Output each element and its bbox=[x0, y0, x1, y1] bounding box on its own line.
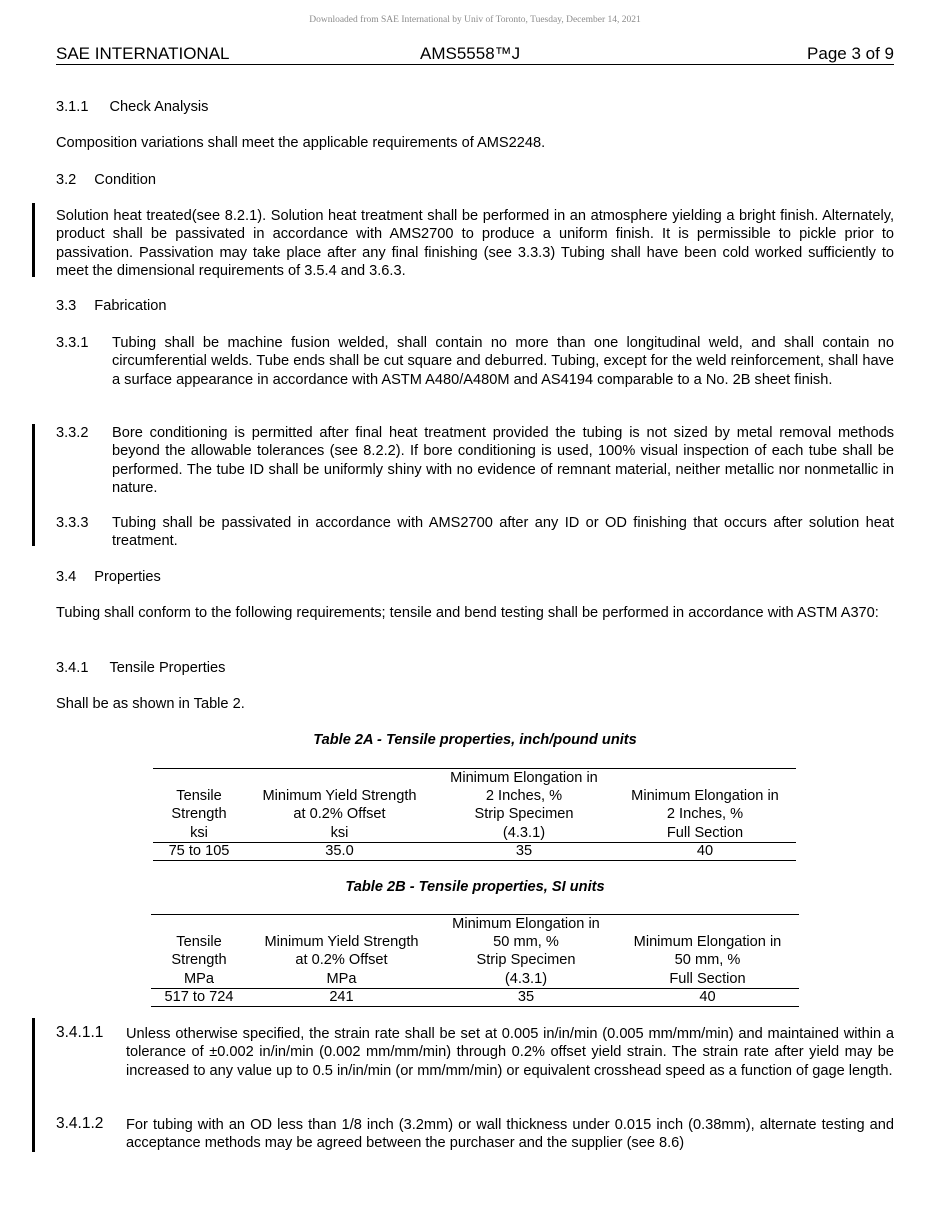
header-tensile-strength: Tensile Strength ksi bbox=[171, 788, 227, 841]
header-tensile-strength: Tensile Strength MPa bbox=[171, 934, 227, 987]
section-title: Check Analysis bbox=[109, 99, 209, 115]
section-number: 3.4 bbox=[56, 569, 77, 585]
cell-yield-strength: 35.0 bbox=[325, 842, 354, 859]
header-yield-strength: Minimum Yield Strength at 0.2% Offset MPa bbox=[264, 934, 419, 987]
section-3-3-heading bbox=[56, 297, 167, 315]
section-3-3-1-number: 3.3.1 bbox=[56, 335, 89, 351]
section-3-3-2-text: Bore conditioning is permitted after final heat treatment provided the tubing is not sized by metal removal methods beyond the allowable tolerances (see 8.2.2). If bore conditioning is used, 100% visual inspection of each tube shall be performed. The tube ID shall be uniformly shiny with no evidence of remnant material, neither metallic nor nonmetallic in nature. bbox=[112, 425, 894, 496]
table-row bbox=[151, 988, 799, 1006]
section-3-2-text: Solution heat treated(see 8.2.1). Solution heat treatment shall be performed in an atmosphere yielding a bright finish. Alternately, product shall be passivated in accordance with AMS2700 to produce a uniform finish. It is permissible to pickle prior to passivation. Passivation may take place after any final finishing (see 3.3.3) Tubing shall have been cold worked sufficiently to meet the dimensional requirements of 3.5.4 and 3.6.3. bbox=[56, 208, 894, 279]
header-elongation-strip: Minimum Elongation in 2 Inches, % Strip Specimen (4.3.1) bbox=[450, 770, 598, 841]
cell-elongation-full: 40 bbox=[696, 842, 714, 859]
cell-tensile-strength: 75 to 105 bbox=[168, 842, 230, 859]
section-3-4-1-1-number: 3.4.1.1 bbox=[56, 1024, 104, 1041]
section-title: Condition bbox=[94, 172, 156, 188]
cell-elongation-full: 40 bbox=[699, 988, 716, 1005]
table-header-row bbox=[151, 915, 799, 989]
header-org: SAE INTERNATIONAL bbox=[56, 44, 230, 63]
section-3-3-3-text: Tubing shall be passivated in accordance with AMS2700 after any ID or OD finishing that occurs after solution heat treatment. bbox=[112, 515, 894, 550]
table-2a bbox=[153, 768, 796, 861]
section-3-4-1-1-text: Unless otherwise specified, the strain rate shall be set at 0.005 in/in/min (0.005 mm/mm/min) and maintained within a tolerance of ±0.002 in/in/min (0.002 mm/mm/min) through 0.2% offset yield strain. The strain rate after yield may be increased to any value up to 0.5 in/in/min (or mm/mm/min) or equivalent crosshead speed as a function of gage length. bbox=[126, 1026, 894, 1079]
section-3-3-3-number: 3.3.3 bbox=[56, 515, 89, 531]
header-elongation-full: Minimum Elongation in 50 mm, % Full Section bbox=[633, 934, 782, 987]
cell-elongation-strip: 35 bbox=[515, 842, 533, 859]
section-number: 3.4.1 bbox=[56, 660, 89, 676]
header-elongation-strip: Minimum Elongation in 50 mm, % Strip Specimen (4.3.1) bbox=[452, 916, 600, 987]
section-number: 3.2 bbox=[56, 172, 77, 188]
section-3-4-1-heading bbox=[56, 659, 225, 677]
header-yield-strength: Minimum Yield Strength at 0.2% Offset ksi bbox=[262, 788, 417, 841]
download-notice: Downloaded from SAE International by Univ of Toronto, Tuesday, December 14, 2021 bbox=[309, 15, 641, 25]
section-3-4-1-text: Shall be as shown in Table 2. bbox=[56, 696, 245, 712]
header-page-number: Page 3 of 9 bbox=[807, 44, 894, 63]
section-3-4-1-2-number: 3.4.1.2 bbox=[56, 1115, 104, 1132]
header-doc-number: AMS5558™J bbox=[420, 44, 521, 63]
section-3-1-1-heading bbox=[56, 98, 208, 116]
cell-tensile-strength: 517 to 724 bbox=[164, 988, 234, 1005]
section-3-3-2-number: 3.3.2 bbox=[56, 425, 89, 441]
cell-elongation-strip: 35 bbox=[517, 988, 535, 1005]
section-3-4-1-2-text: For tubing with an OD less than 1/8 inch (3.2mm) or wall thickness under 0.015 inch (0.38mm), alternate testing and acceptance methods may be agreed between the purchaser and the supplier (see 8.6) bbox=[126, 1117, 894, 1152]
header-elongation-full: Minimum Elongation in 2 Inches, % Full Section bbox=[631, 788, 779, 841]
change-bar bbox=[32, 1018, 35, 1152]
change-bar bbox=[32, 203, 35, 277]
section-3-4-text: Tubing shall conform to the following requirements; tensile and bend testing shall be performed in accordance with ASTM A370: bbox=[56, 605, 879, 621]
table-2b-caption: Table 2B - Tensile properties, SI units bbox=[345, 879, 605, 895]
section-title: Tensile Properties bbox=[109, 660, 226, 676]
table-2a-caption: Table 2A - Tensile properties, inch/pound units bbox=[313, 732, 637, 748]
table-header-row bbox=[153, 769, 796, 843]
change-bar bbox=[32, 424, 35, 546]
section-title: Properties bbox=[94, 569, 161, 585]
section-3-2-heading bbox=[56, 171, 156, 189]
section-number: 3.3 bbox=[56, 298, 77, 314]
section-3-4-heading bbox=[56, 568, 161, 586]
section-3-1-1-text: Composition variations shall meet the applicable requirements of AMS2248. bbox=[56, 135, 546, 151]
section-title: Fabrication bbox=[94, 298, 167, 314]
table-row bbox=[153, 842, 796, 860]
page-header bbox=[56, 44, 894, 65]
section-number: 3.1.1 bbox=[56, 99, 89, 115]
cell-yield-strength: 241 bbox=[329, 988, 354, 1005]
section-3-3-1-text: Tubing shall be machine fusion welded, shall contain no more than one longitudinal weld, and shall contain no circumferential welds. Tube ends shall be cut square and deburred. Tubing, except for the weld reinforcement, shall have a surface appearance in accordance with ASTM A480/A480M and AS4194 comparable to a No. 2B sheet finish. bbox=[112, 335, 894, 388]
table-2b bbox=[151, 914, 799, 1007]
